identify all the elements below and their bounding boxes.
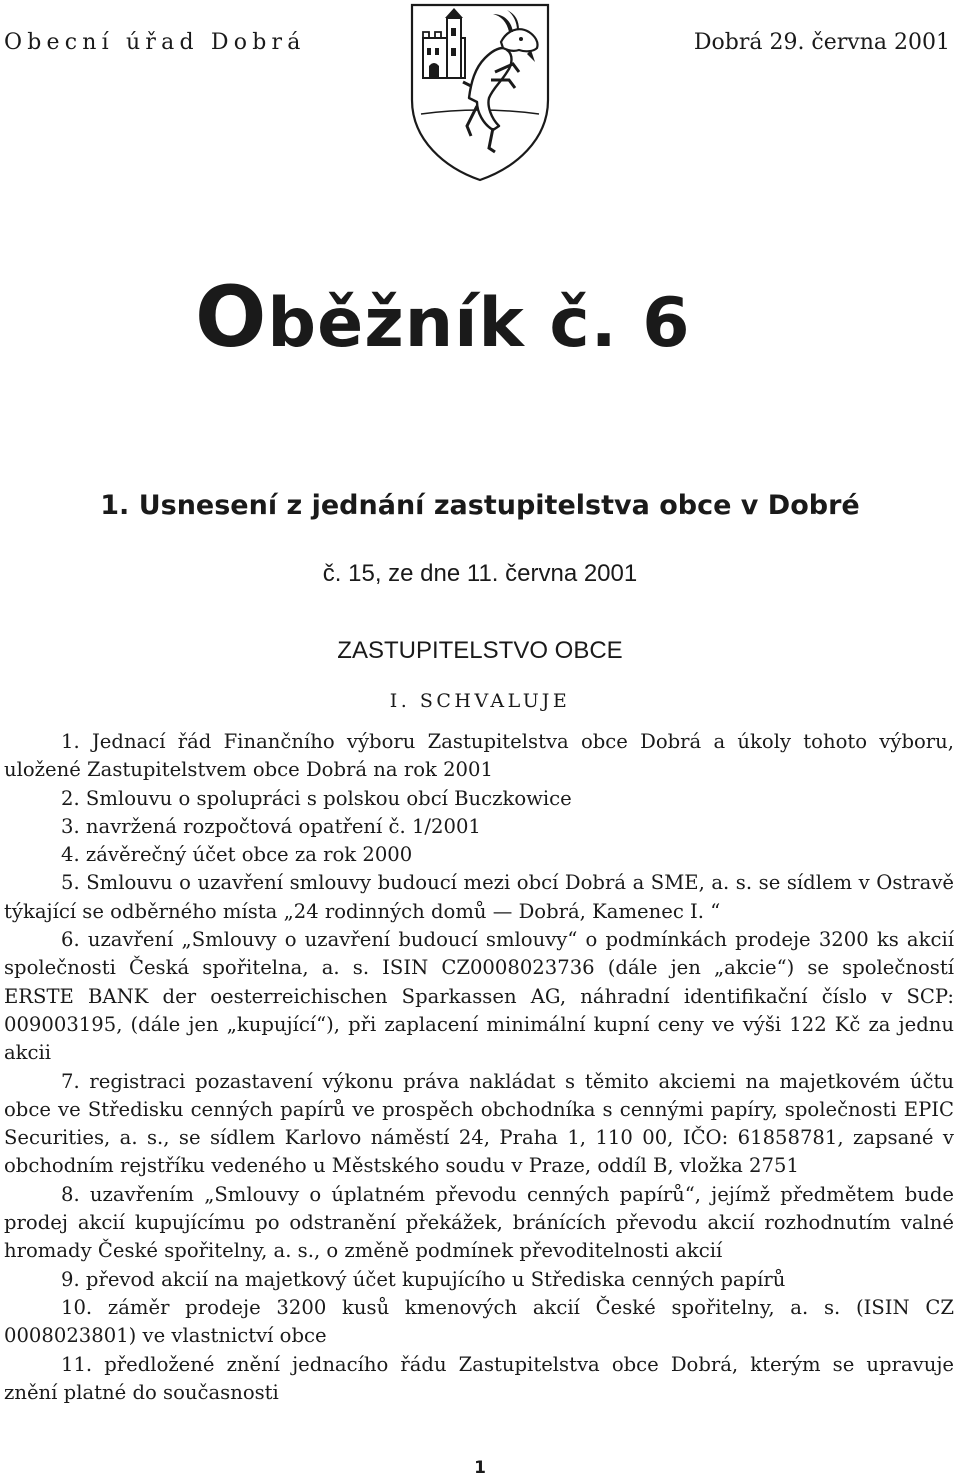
title-rest: běžník č. 6 [267,284,691,363]
resolution-item: 8. uzavřením „Smlouvy o úplatném převodu cenných papírů“, jejímž předmětem bude prodej akcií kupujícímu po odstranění překážek, bránících převodu akcií rozhodnutím valné hromady České spořitelny, a. s., o změně podmínek převoditelnosti akcií [4,1182,954,1263]
section-heading: 1. Usnesení z jednání zastupitelstva obce v Dobré [100,490,860,521]
document-title [195,268,691,366]
resolution-item: 1. Jednací řád Finančního výboru Zastupitelstva obce Dobrá a úkoly tohoto výboru, uložené Zastupitelstvem obce Dobrá na rok 2001 [4,730,954,782]
resolution-item: 11. předložené znění jednacího řádu Zastupitelstva obce Dobrá, kterým se upravuje znění platné do současnosti [4,1352,954,1404]
approves-heading: I. SCHVALUJE [389,690,571,712]
office-name: Obecní úřad Dobrá [4,30,306,55]
coat-of-arms-icon [409,2,551,182]
document-date: Dobrá 29. června 2001 [693,30,950,55]
resolution-item: 4. závěrečný účet obce za rok 2000 [61,843,413,867]
resolution-list [4,728,954,1407]
resolution-item: 7. registraci pozastavení výkonu práva nakládat s těmito akciemi na majetkovém účtu obce ve Středisku cenných papírů ve prospěch obchodníka s cennými papíry, společnosti EPIC Securities, a. s., se sídlem Karlovo náměstí 24, Praha 1, 110 00, IČO: 61858781, zapsané v obchodním rejstříku vedeného u Městského soudu v Praze, oddíl B, vložka 2751 [4,1069,954,1178]
council-heading: ZASTUPITELSTVO OBCE [337,637,623,664]
resolution-item: 2. Smlouvu o spolupráci s polskou obcí Buczkowice [61,786,572,810]
resolution-item: 9. převod akcií na majetkový účet kupujícího u Střediska cenných papírů [61,1267,786,1291]
resolution-item: 3. navržená rozpočtová opatření č. 1/2001 [61,814,481,838]
section-date: č. 15, ze dne 11. června 2001 [322,560,638,587]
title-first-letter: O [195,268,268,366]
resolution-item: 5. Smlouvu o uzavření smlouvy budoucí mezi obcí Dobrá a SME, a. s. se sídlem v Ostravě týkající se odběrného místa „24 rodinných domů — Dobrá, Kamenec I. “ [4,871,954,923]
resolution-item: 10. záměr prodeje 3200 kusů kmenových akcií České spořitelny, a. s. (ISIN CZ 0008023801) ve vlastnictví obce [4,1295,954,1348]
resolution-item: 6. uzavření „Smlouvy o uzavření budoucí smlouvy“ o podmínkách prodeje 3200 ks akcií společnosti Česká spořitelna, a. s. ISIN CZ0008023736 (dále jen „akcie“) se společností ERSTE BANK der oesterreichischen Sparkassen AG, náhradní identifikační číslo v SCP: 009003195, (dále jen „kupující“), při zaplacení minimální kupní ceny ve výši 122 Kč za jednu akcii [4,928,954,1065]
page-number: 1 [474,1458,486,1478]
